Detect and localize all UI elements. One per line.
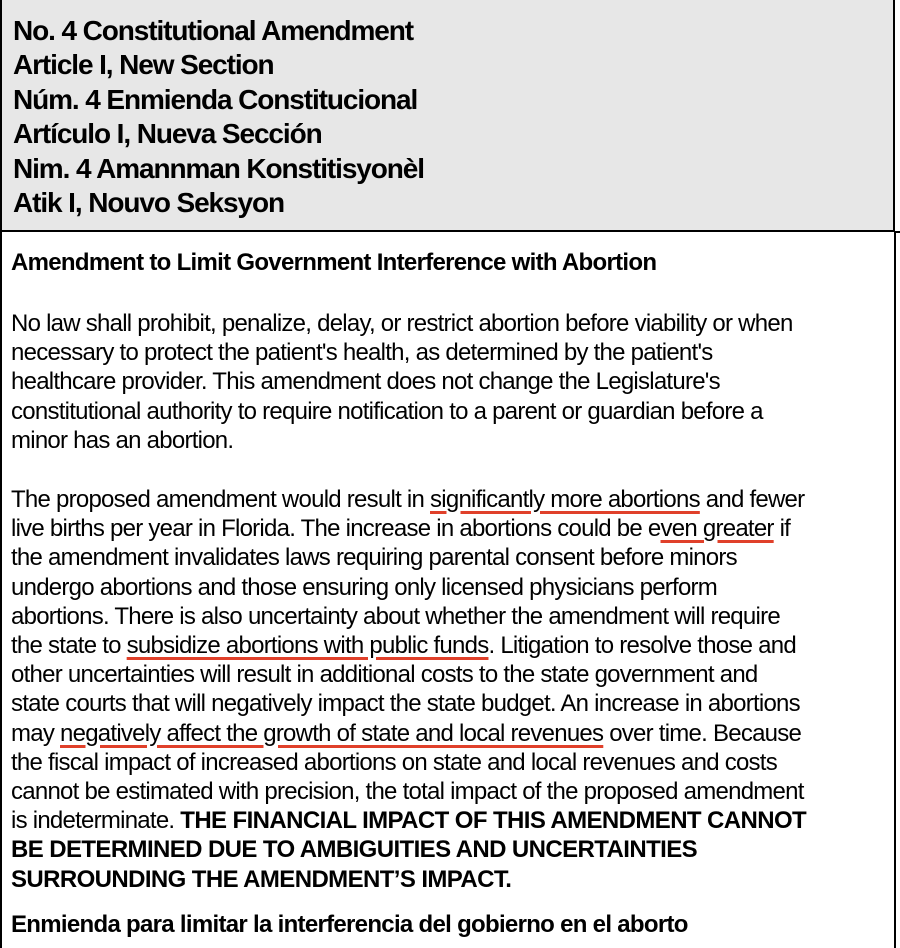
highlighted-phrase: ven greater [660, 515, 774, 543]
impact-line [11, 719, 806, 748]
financial-impact-statement: BE DETERMINED DUE TO AMBIGUITIES AND UNCERTAINTIES [11, 836, 698, 864]
impact-line [11, 514, 806, 543]
ballot-header-box [0, 0, 895, 232]
impact-text: if [773, 515, 791, 543]
impact-text: . Litigation to resolve those and [488, 632, 796, 660]
impact-text: the state to [11, 632, 127, 660]
header-line-english-article: Article I, New Section [13, 49, 274, 81]
header-line-english-number: No. 4 Constitutional Amendment [13, 15, 413, 46]
impact-line: the amendment invalidates laws requiring parental consent before minors [11, 544, 737, 572]
impact-line: undergo abortions and those ensuring only licensed physicians perform [11, 573, 718, 601]
summary-line: minor has an abortion. [11, 426, 234, 454]
amendment-title-spanish: Enmienda para limitar la interferencia del gobierno en el aborto [11, 911, 688, 938]
impact-text: may [11, 719, 61, 747]
impact-line: the fiscal impact of increased abortions on state and local revenues and costs [11, 748, 777, 776]
impact-line: abortions. There is also uncertainty about whether the amendment will require [11, 602, 780, 630]
summary-line: necessary to protect the patient's health, as determined by the patient's [11, 339, 713, 367]
financial-impact-statement: SURROUNDING THE AMENDMENT’S IMPACT. [11, 865, 512, 893]
highlighted-phrase: negatively affect the growth of state and local revenues [60, 719, 604, 747]
summary-line: healthcare provider. This amendment does not change the Legislature's [11, 368, 720, 396]
financial-impact-statement: THE FINANCIAL IMPACT OF THIS AMENDMENT CANNOT [180, 807, 807, 835]
impact-text: The proposed amendment would result in [11, 486, 431, 513]
financial-impact-paragraph [11, 485, 806, 894]
header-line-spanish-article: Artículo I, Nueva Sección [13, 118, 322, 150]
header-line-creole-number: Nim. 4 Amannman Konstitisyonèl [13, 152, 424, 184]
impact-text: is indeterminate. [11, 807, 181, 835]
impact-line: cannot be estimated with precision, the total impact of the proposed amendment [11, 778, 804, 806]
impact-line: other uncertainties will result in additional costs to the state government and [11, 661, 758, 689]
impact-text: live births per year in Florida. The increase in abortions could be e [11, 515, 661, 543]
summary-line: constitutional authority to require notification to a parent or guardian before a [11, 397, 763, 425]
impact-text: over time. Because [603, 719, 802, 747]
highlighted-phrase: significantly more abortions [430, 486, 700, 513]
header-line-spanish-number: Núm. 4 Enmienda Constitucional [13, 83, 418, 115]
impact-line [11, 631, 806, 660]
impact-line [11, 485, 806, 514]
highlighted-phrase: subsidize abortions with public funds [126, 632, 489, 660]
impact-line: state courts that will negatively impact the state budget. An increase in abortions [11, 690, 800, 718]
amendment-summary-paragraph [11, 309, 793, 455]
impact-line [11, 806, 806, 835]
amendment-title-english: Amendment to Limit Government Interference with Abortion [11, 249, 657, 276]
header-line-creole-article: Atik I, Nouvo Seksyon [13, 187, 284, 219]
impact-text: and fewer [699, 486, 805, 513]
summary-line: No law shall prohibit, penalize, delay, or restrict abortion before viability or when [11, 310, 793, 337]
amendment-number-heading [13, 14, 424, 220]
